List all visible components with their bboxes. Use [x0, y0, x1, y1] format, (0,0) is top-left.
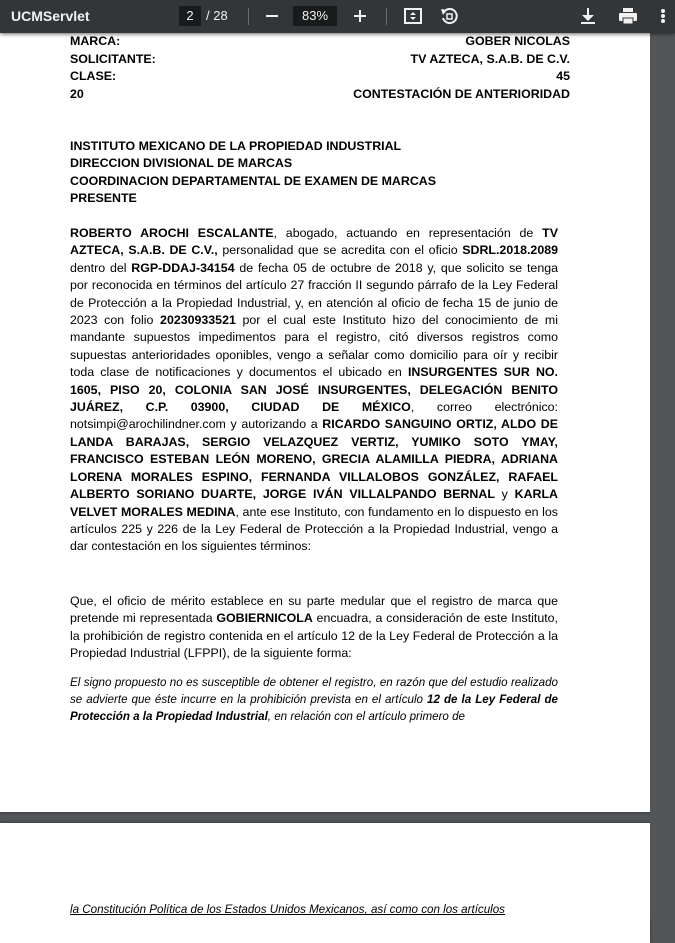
body-paragraph-2 — [70, 593, 558, 663]
text-span: , en relación con el artículo primero de — [267, 710, 465, 723]
marca-label: MARCA: — [70, 34, 121, 48]
plus-icon[interactable] — [349, 5, 371, 27]
text-span: , ante ese Instituto, con fundamento en lo dispuesto en los artículos 225 y 226 de la Ley Federal de Protección a la Propiedad Industrial, vengo a dar contestación en los siguientes términos: — [70, 504, 558, 554]
zoom-input[interactable]: 83% — [293, 6, 337, 26]
authorized-persons: RICARDO SANGUINO ORTIZ, ALDO DE LANDA BARAJAS, SERGIO VELAZQUEZ VERTIZ, YUMIKO SOTO YMAY, FRANCISCO ESTEBAN LEÓN MORENO, GRECIA ALAMILLA PIEDRA, ADRIANA LORENA MORALES ESPINO, FERNANDA VILLALOBOS GONZÁLEZ, RAFAEL ALBERTO SORIANO DUARTE, JORGE IVÁN VILLALPANDO BERNAL — [70, 417, 558, 502]
law-reference: 12 de la Ley Federal de Protección a la Propiedad Industrial — [70, 693, 559, 723]
addressee-line: PRESENTE — [70, 191, 137, 205]
trademark-name: GOBIERNICOLA — [216, 611, 313, 626]
download-icon[interactable] — [577, 5, 599, 27]
more-vert-icon[interactable] — [656, 5, 670, 27]
minus-icon[interactable] — [261, 5, 283, 27]
text-span: El signo propuesto no es susceptible de obtener el registro, en razón que del estudio realizado se advierte que éste incurre en la prohibición prevista en el artículo — [70, 676, 558, 706]
pdf-toolbar — [0, 0, 675, 33]
rotate-icon[interactable] — [438, 5, 460, 27]
addressee-line: DIRECCION DIVISIONAL DE MARCAS — [70, 156, 293, 170]
text-span: por el cual este Instituto hizo del conocimiento de mi mandante supuestos impedimentos para el registro, citó diversos registros como supuestas anterioridades oponibles, vengo a señalar como domicilio para oír y recibir toda clase de notificaciones y documentos el ubicado en — [70, 313, 558, 380]
addressee-line: INSTITUTO MEXICANO DE LA PROPIEDAD INDUSTRIAL — [70, 139, 402, 153]
quoted-text-continued: la Constitución Política de los Estados Unidos Mexicanos, así como con los artículos — [70, 903, 505, 916]
marca-value: GOBER NICOLAS — [465, 34, 570, 48]
authorized-person: KARLA VELVET MORALES MEDINA — [70, 487, 558, 519]
text-span: personalidad que se acredita con el oficio — [217, 243, 463, 258]
company-name: TV AZTECA, S.A.B. DE C.V., — [70, 226, 558, 258]
print-icon[interactable] — [617, 5, 639, 27]
fit-page-icon[interactable] — [402, 5, 424, 27]
text-span: de fecha 05 de octubre de 2018 y, que solicito se tenga por reconocida en términos del artículo 27 fracción II segundo párrafo de la Ley Federal de Protección a la Propiedad Industrial, y, en atención al oficio de fecha 15 de junio de 2023 con folio — [70, 260, 558, 328]
text-span: y — [494, 487, 515, 502]
page-total: / 28 — [206, 8, 228, 23]
text-span: Que, el oficio de mérito establece en su parte medular que el registro de marca que pretende mi representada — [70, 594, 558, 626]
text-span: encuadra, a consideración de este Instituto, la prohibición de registro contenida en el artículo 12 de la Ley Federal de Protección a la Propiedad Industrial (LFPPI), de la siguiente forma: — [70, 611, 558, 661]
solicitante-label: SOLICITANTE: — [70, 52, 156, 66]
oficio-number: SDRL.2018.2089 — [462, 243, 558, 258]
body-paragraph-1 — [70, 225, 558, 556]
text-span: , abogado, actuando en representación de — [273, 226, 543, 240]
scrollbar[interactable] — [650, 33, 675, 919]
address: INSURGENTES SUR NO. 1605, PISO 20, COLONIA SAN JOSÉ INSURGENTES, DELEGACIÓN BENITO JUÁREZ, C.P. 03900, CIUDAD DE MÉXICO — [70, 365, 558, 415]
attorney-name: ROBERTO AROCHI ESCALANTE — [70, 226, 274, 240]
text-span: dentro del — [70, 260, 132, 275]
toolbar-divider — [248, 8, 249, 25]
text-span: , correo electrónico: notsimpi@arochilindner.com y autorizando a — [70, 400, 558, 432]
registro-number: RGP-DDAJ-34154 — [131, 260, 235, 275]
document-type: CONTESTACIÓN DE ANTERIORIDAD — [353, 87, 570, 101]
toolbar-divider — [386, 8, 387, 25]
quoted-text — [70, 674, 558, 725]
solicitante-value: TV AZTECA, S.A.B. DE C.V. — [410, 52, 570, 66]
clase-label: CLASE: — [70, 69, 117, 83]
clase-value: 45 — [556, 69, 570, 83]
expediente-label: 20 — [70, 87, 84, 101]
pdf-page — [0, 33, 650, 812]
addressee-line: COORDINACION DEPARTAMENTAL DE EXAMEN DE MARCAS — [70, 174, 436, 188]
pdf-page — [0, 823, 650, 943]
folio-number: 20230933521 — [160, 313, 236, 328]
page-number-input[interactable]: 2 — [179, 6, 201, 26]
document-title: UCMServlet — [11, 8, 90, 24]
